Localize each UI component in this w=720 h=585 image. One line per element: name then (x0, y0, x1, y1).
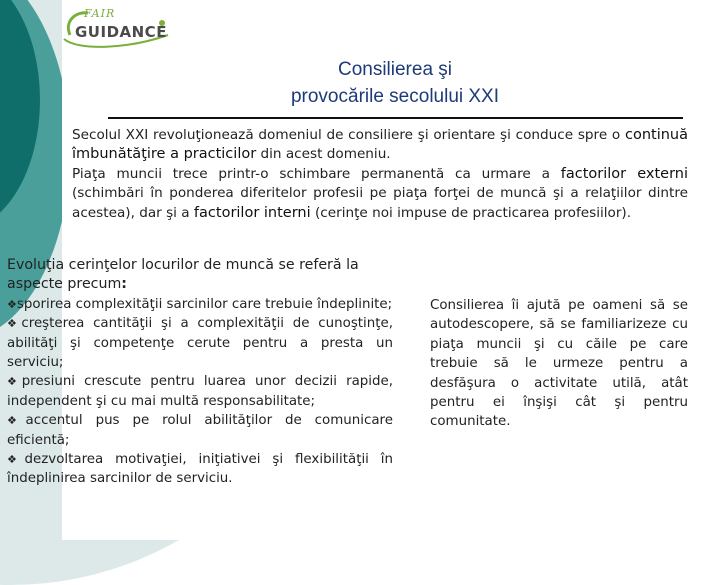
list-item (7, 411, 393, 450)
diamond-bullet-icon: ❖ (7, 414, 26, 428)
list-item-text: dezvoltarea motivaţiei, iniţiativei şi flexibilităţii în îndeplinirea sarcinilor de serviciu. (7, 452, 393, 487)
intro-emphasis: factorilor interni (193, 204, 311, 221)
counseling-summary: Consilierea îi ajută pe oameni să se autodescopere, să se familiarizeze cu piaţa muncii şi cu căile pe care trebuie să le urmeze pentru a desfăşura o activitate utilă, atât pentru ei înşişi cât şi pentru comunitate. (430, 298, 688, 430)
intro-paragraph (72, 126, 688, 223)
diamond-bullet-icon: ❖ (7, 375, 22, 389)
requirements-list (7, 295, 393, 489)
list-item (7, 372, 393, 411)
diamond-bullet-icon: ❖ (7, 317, 22, 331)
slide-title (250, 56, 540, 110)
fair-guidance-logo (58, 5, 178, 55)
intro-text: (schimbări în ponderea diferitelor profesii pe piaţa forţei de muncă şi a relaţiilor dintre acestea), dar şi a (72, 185, 688, 221)
list-item (7, 314, 393, 372)
intro-emphasis: continuă îmbunătăţire a practicilor (72, 127, 688, 163)
intro-text: Piaţa muncii trece printr-o schimbare permanentă ca urmare a (72, 165, 561, 182)
job-requirements-heading (7, 256, 393, 295)
intro-text: din acest domeniu. (256, 146, 391, 163)
list-item (7, 450, 393, 489)
list-item-text: accentul pus pe rolul abilităţilor de comunicare eficientă; (7, 413, 393, 448)
intro-emphasis: factorilor externi (560, 165, 688, 182)
list-item-text: sporirea complexităţii sarcinilor care trebuie îndeplinite; (16, 296, 393, 312)
intro-text: Secolul XXI revoluţionează domeniul de consiliere şi orientare şi conduce spre o (72, 127, 625, 143)
intro-sentence-1 (72, 126, 688, 165)
logo-fair-text: FAIR (84, 7, 116, 20)
intro-sentence-2 (72, 165, 688, 223)
heading-text: Evoluţia cerinţelor locurilor de muncă se referă la aspecte precum (7, 257, 359, 293)
title-line-1: Consilierea şi (337, 59, 453, 80)
title-line-2: provocările secolului XXI (290, 86, 500, 107)
list-item-text: presiuni crescute pentru luarea unor decizii rapide, independent şi cu mai multă responsabilitate; (7, 374, 393, 409)
job-requirements-column (7, 256, 393, 489)
list-item-text: creşterea cantităţii şi a complexităţii de cunoştinţe, abilităţi şi competenţe cerute pentru a presta un serviciu; (7, 316, 393, 371)
title-divider (108, 117, 683, 119)
heading-colon: : (121, 276, 127, 293)
diamond-bullet-icon: ❖ (7, 297, 17, 311)
logo-guidance-text: GUIDANCE (75, 23, 167, 41)
intro-text: (cerinţe noi impuse de practicarea profesiilor). (310, 204, 632, 221)
diamond-bullet-icon: ❖ (7, 453, 25, 467)
list-item (7, 295, 393, 314)
